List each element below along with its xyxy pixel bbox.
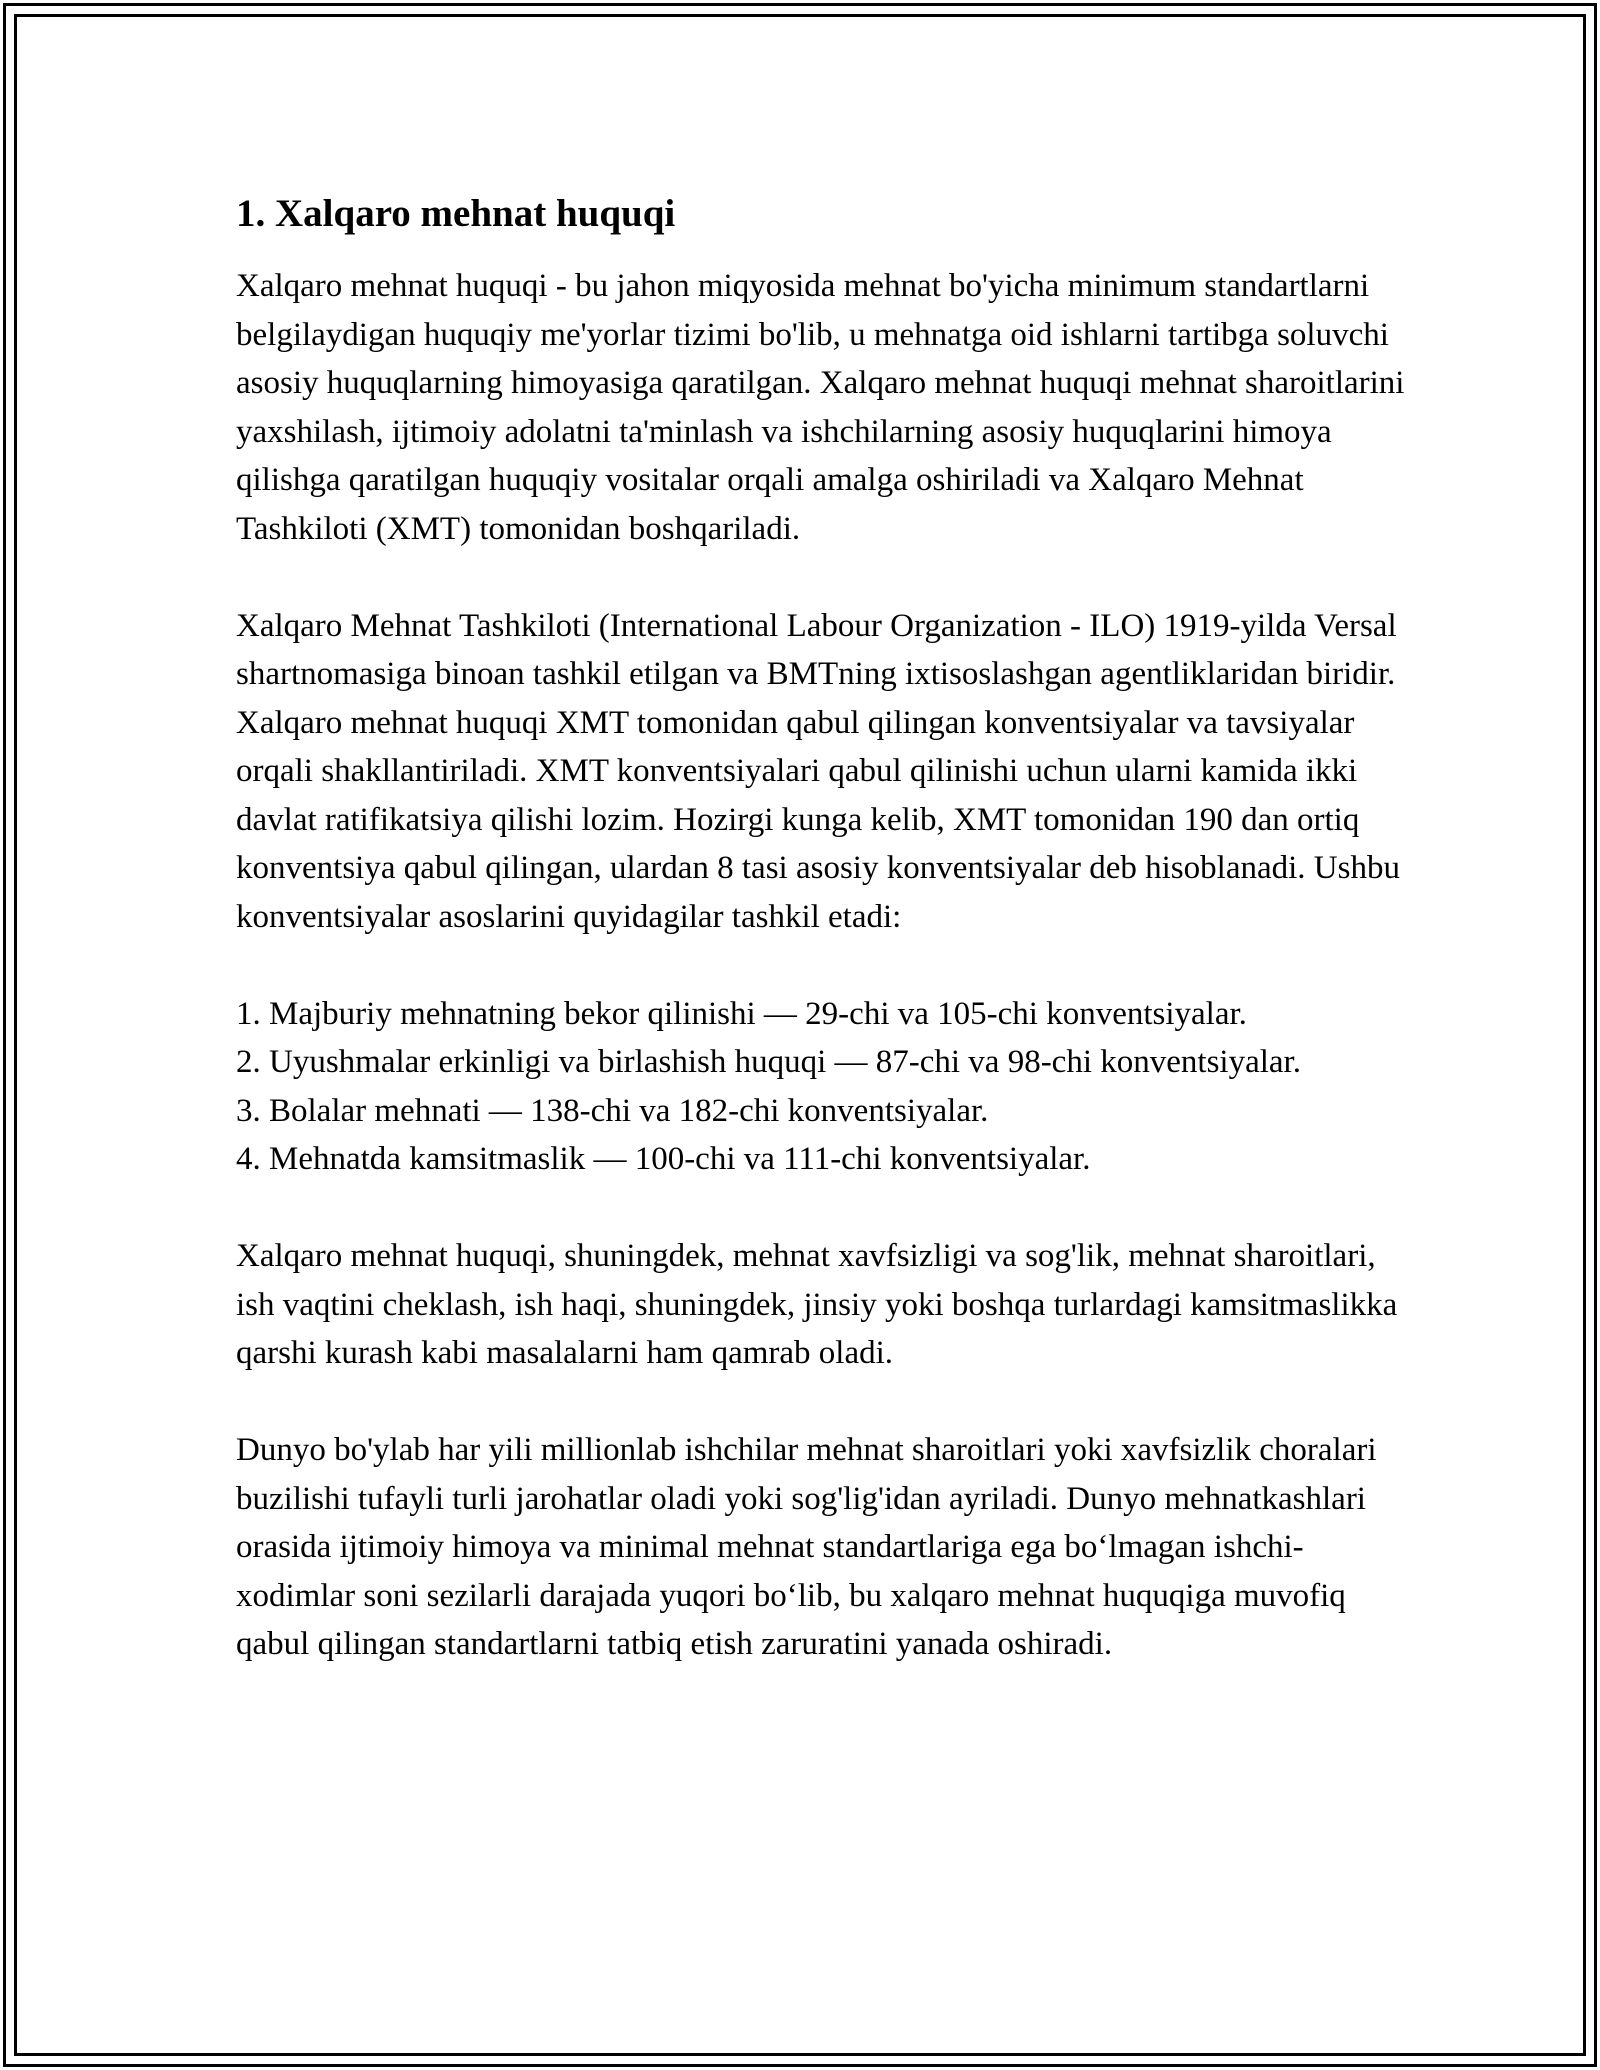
paragraph-scope: Xalqaro mehnat huquqi, shuningdek, mehnat xavfsizligi va sog'lik, mehnat sharoitlari, ish vaqtini cheklash, ish haqi, shuningdek, jinsiy yoki boshqa turlardagi kamsitmaslikka qarshi kurash kabi masalalarni ham qamrab oladi. (236, 1238, 1398, 1371)
paragraph-spacer (236, 1378, 1406, 1427)
paragraph-workers: Dunyo bo'ylab har yili millionlab ishchilar mehnat sharoitlari yoki xavfsizlik choralari buzilishi tufayli turli jarohatlar oladi yoki sog'lig'idan ayriladi. Dunyo mehnatkashlari orasida ijtimoiy himoya va minimal mehnat standartlariga ega bo‘lmagan ishchi-xodimlar soni sezilarli darajada yuqori bo‘lib, bu xalqaro mehnat huquqiga muvofiq qabul qilingan standartlarni tatbiq etish zaruratini yanada oshiradi. (236, 1432, 1377, 1662)
list-item: 3. Bolalar mehnati — 138-chi va 182-chi konventsiyalar. (236, 1092, 989, 1129)
section-heading: 1. Xalqaro mehnat huquqi (236, 192, 676, 235)
list-item: 2. Uyushmalar erkinligi va birlashish huquqi — 87-chi va 98-chi konventsiyalar. (236, 1044, 1301, 1080)
paragraph-spacer (236, 1184, 1406, 1233)
document-body (236, 190, 1406, 1669)
paragraph-intro: Xalqaro mehnat huquqi - bu jahon miqyosida mehnat bo'yicha minimum standartlarni belgilaydigan huquqiy me'yorlar tizimi bo'lib, u mehnatga oid ishlarni tartibga soluvchi asosiy huquqlarning himoyasiga qaratilgan. Xalqaro mehnat huquqi mehnat sharoitlarini yaxshilash, ijtimoiy adolatni ta'minlash va ishchilarning asosiy huquqlarini himoya qilishga qaratilgan huquqiy vositalar orqali amalga oshiriladi va Xalqaro Mehnat Tashkiloti (XMT) tomonidan boshqariladi. (236, 268, 1405, 547)
convention-list (236, 990, 1406, 1184)
list-item: 1. Majburiy mehnatning bekor qilinishi — 29-chi va 105-chi konventsiyalar. (236, 995, 1247, 1032)
list-item: 4. Mehnatda kamsitmaslik — 100-chi va 111-chi konventsiyalar. (236, 1141, 1091, 1177)
paragraph-spacer (236, 553, 1406, 602)
paragraph-spacer (236, 941, 1406, 990)
paragraph-ilo: Xalqaro Mehnat Tashkiloti (International Labour Organization - ILO) 1919-yilda Versal shartnomasiga binoan tashkil etilgan va BMTning ixtisoslashgan agentliklaridan biridir. Xalqaro mehnat huquqi XMT tomonidan qabul qilingan konventsiyalar va tavsiyalar orqali shakllantiriladi. XMT konventsiyalari qabul qilinishi uchun ularni kamida ikki davlat ratifikatsiya qilishi lozim. Hozirgi kunga kelib, XMT tomonidan 190 dan ortiq konventsiya qabul qilingan, ulardan 8 tasi asosiy konventsiyalar deb hisoblanadi. Ushbu konventsiyalar asoslarini quyidagilar tashkil etadi: (236, 607, 1400, 935)
